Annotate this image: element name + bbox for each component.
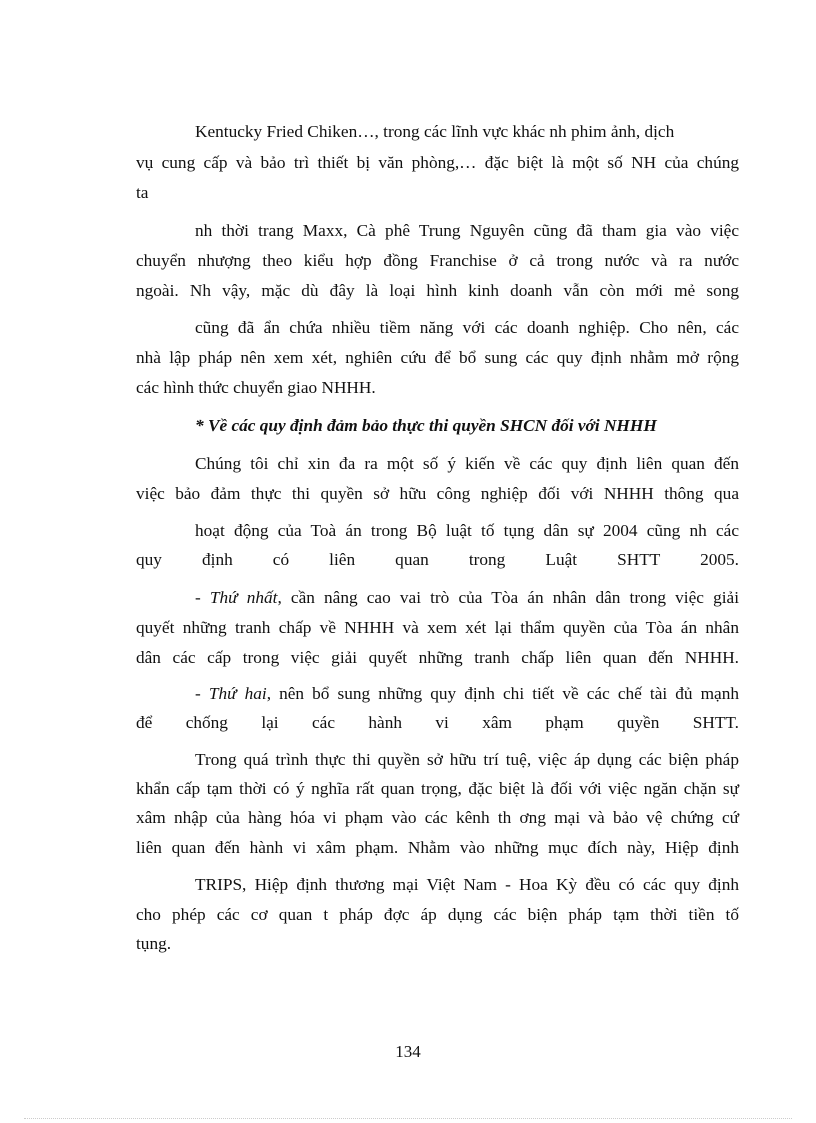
text-line: việc bảo đảm thực thi quyền sở hữu công nghiệp đối với NHHH thông qua (136, 484, 739, 503)
text-line: quy định có liên quan trong Luật SHTT 2005. (136, 550, 739, 569)
text-line: các hình thức chuyển giao NHHH. (136, 378, 376, 397)
item-text-first: , cần nâng cao vai trò của Tòa án nhân dân trong việc giải (277, 588, 739, 607)
text-line: xâm nhập của hàng hóa vi phạm vào các kênh th ơng mại và bảo vệ chứng cứ (136, 808, 739, 827)
text-line: tụng. (136, 934, 172, 953)
dash: - (195, 684, 209, 703)
text-line: để chống lại các hành vi xâm phạm quyền SHTT. (136, 713, 739, 732)
page-number: 134 (395, 1042, 421, 1061)
text-line: ngoài. Nh vậy, mặc dù đây là loại hình kinh doanh vẫn còn mới mẻ song (136, 281, 739, 300)
text-line: liên quan đến hành vi xâm phạm. Nhằm vào những mục đích này, Hiệp định (136, 838, 739, 857)
footer-divider (24, 1118, 792, 1119)
text-line: cũng đã ẩn chứa nhiều tiềm năng với các doanh nghiệp. Cho nên, các (195, 318, 739, 337)
text-line: vụ cung cấp và bảo trì thiết bị văn phòng,… đặc biệt là một số NH của chúng (136, 153, 739, 172)
text-line: ta (136, 183, 149, 202)
text-line: hoạt động của Toà án trong Bộ luật tố tụng dân sự 2004 cũng nh các (195, 521, 739, 540)
text-line: TRIPS, Hiệp định thương mại Việt Nam - Hoa Kỳ đều có các quy định (195, 875, 739, 894)
text-line: khẩn cấp tạm thời có ý nghĩa rất quan trọng, đặc biệt là đối với việc ngăn chặn sự (136, 779, 739, 798)
section-heading: * Về các quy định đảm bảo thực thi quyền SHCN đối với NHHH (195, 416, 657, 435)
item-label-first: Thứ nhất (209, 588, 278, 607)
list-item-first (195, 586, 739, 610)
item-text-second: , nên bổ sung những quy định chi tiết về các chế tài đủ mạnh (266, 684, 739, 703)
text-line: Trong quá trình thực thi quyền sở hữu trí tuệ, việc áp dụng các biện pháp (195, 750, 739, 769)
dash: - (195, 588, 210, 607)
item-label-second: Thứ hai (208, 684, 267, 703)
list-item-second (195, 682, 739, 706)
text-line: Chúng tôi chỉ xin đa ra một số ý kiến về các quy định liên quan đến (195, 454, 739, 473)
text-line: Kentucky Fried Chiken…, trong các lĩnh vực khác nh phim ảnh, dịch (195, 122, 675, 141)
text-line: nh thời trang Maxx, Cà phê Trung Nguyên cũng đã tham gia vào việc (195, 221, 739, 240)
text-line: quyết những tranh chấp về NHHH và xem xét lại thẩm quyền của Tòa án nhân (136, 618, 739, 637)
text-line: chuyển nhượng theo kiểu hợp đồng Franchise ở cả trong nước và ra nước (136, 251, 739, 270)
text-line: cho phép các cơ quan t pháp đợc áp dụng các biện pháp tạm thời tiền tố (136, 905, 739, 924)
text-line: dân các cấp trong việc giải quyết những tranh chấp liên quan đến NHHH. (136, 648, 739, 667)
text-line: nhà lập pháp nên xem xét, nghiên cứu để bổ sung các quy định nhằm mở rộng (136, 348, 739, 367)
